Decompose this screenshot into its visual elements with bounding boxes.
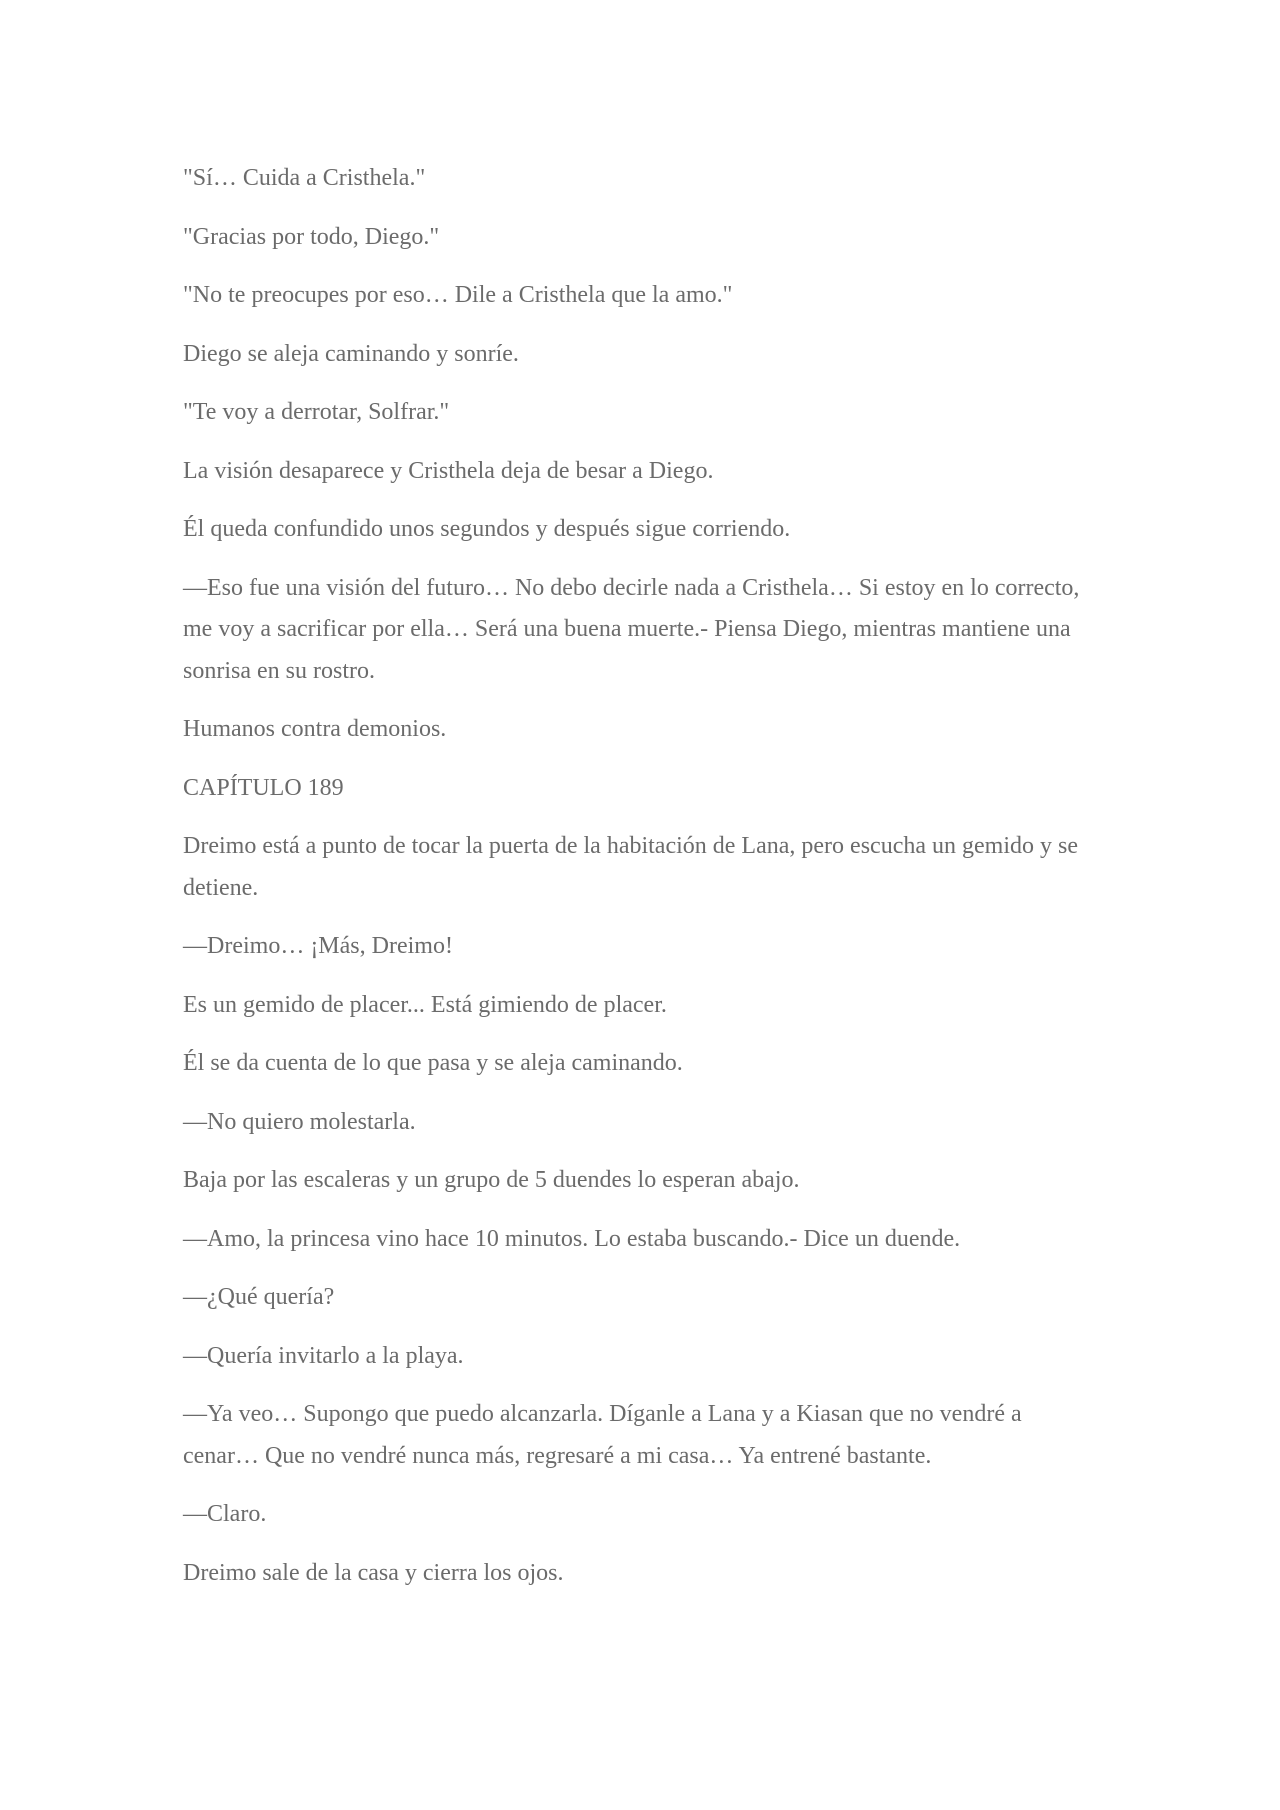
paragraph: "Gracias por todo, Diego." [183, 223, 440, 250]
paragraph: Él se da cuenta de lo que pasa y se aleja caminando. [183, 1050, 683, 1076]
paragraph: Él queda confundido unos segundos y después sigue corriendo. [183, 516, 791, 542]
paragraph: —¿Qué quería? [183, 1284, 335, 1310]
paragraph: Diego se aleja caminando y sonríe. [183, 340, 519, 367]
paragraph: La visión desaparece y Cristhela deja de besar a Diego. [183, 457, 714, 484]
chapter-heading: CAPÍTULO 189 [183, 774, 344, 801]
paragraph: "Te voy a derrotar, Solfrar." [183, 399, 450, 425]
paragraph: Humanos contra demonios. [183, 716, 447, 742]
paragraph: —Quería invitarlo a la playa. [183, 1342, 464, 1369]
paragraph: —Dreimo… ¡Más, Dreimo! [183, 933, 453, 959]
paragraph: "Sí… Cuida a Cristhela." [183, 165, 426, 191]
paragraph: —Ya veo… Supongo que puedo alcanzarla. Díganle a Lana y a Kiasan que no vendré a cenar… Que no vendré nunca más, regresaré a mi casa… Ya entrené bastante. [183, 1401, 1022, 1469]
paragraph: Baja por las escaleras y un grupo de 5 duendes lo esperan abajo. [183, 1167, 800, 1193]
paragraph: —Claro. [183, 1501, 267, 1527]
paragraph: —Amo, la princesa vino hace 10 minutos. Lo estaba buscando.- Dice un duende. [183, 1225, 961, 1252]
paragraph: "No te preocupes por eso… Dile a Cristhela que la amo." [183, 282, 733, 308]
paragraph: Dreimo sale de la casa y cierra los ojos. [183, 1559, 564, 1586]
paragraph: Dreimo está a punto de tocar la puerta de la habitación de Lana, pero escucha un gemido y se detiene. [183, 833, 1078, 901]
paragraph: —No quiero molestarla. [183, 1108, 416, 1135]
paragraph: Es un gemido de placer... Está gimiendo de placer. [183, 991, 667, 1018]
paragraph: —Eso fue una visión del futuro… No debo decirle nada a Cristhela… Si estoy en lo correcto, me voy a sacrificar por ella… Será una buena muerte.- Piensa Diego, mientras mantiene una sonrisa en su rostro. [183, 574, 1080, 684]
document-body [183, 158, 1103, 1611]
